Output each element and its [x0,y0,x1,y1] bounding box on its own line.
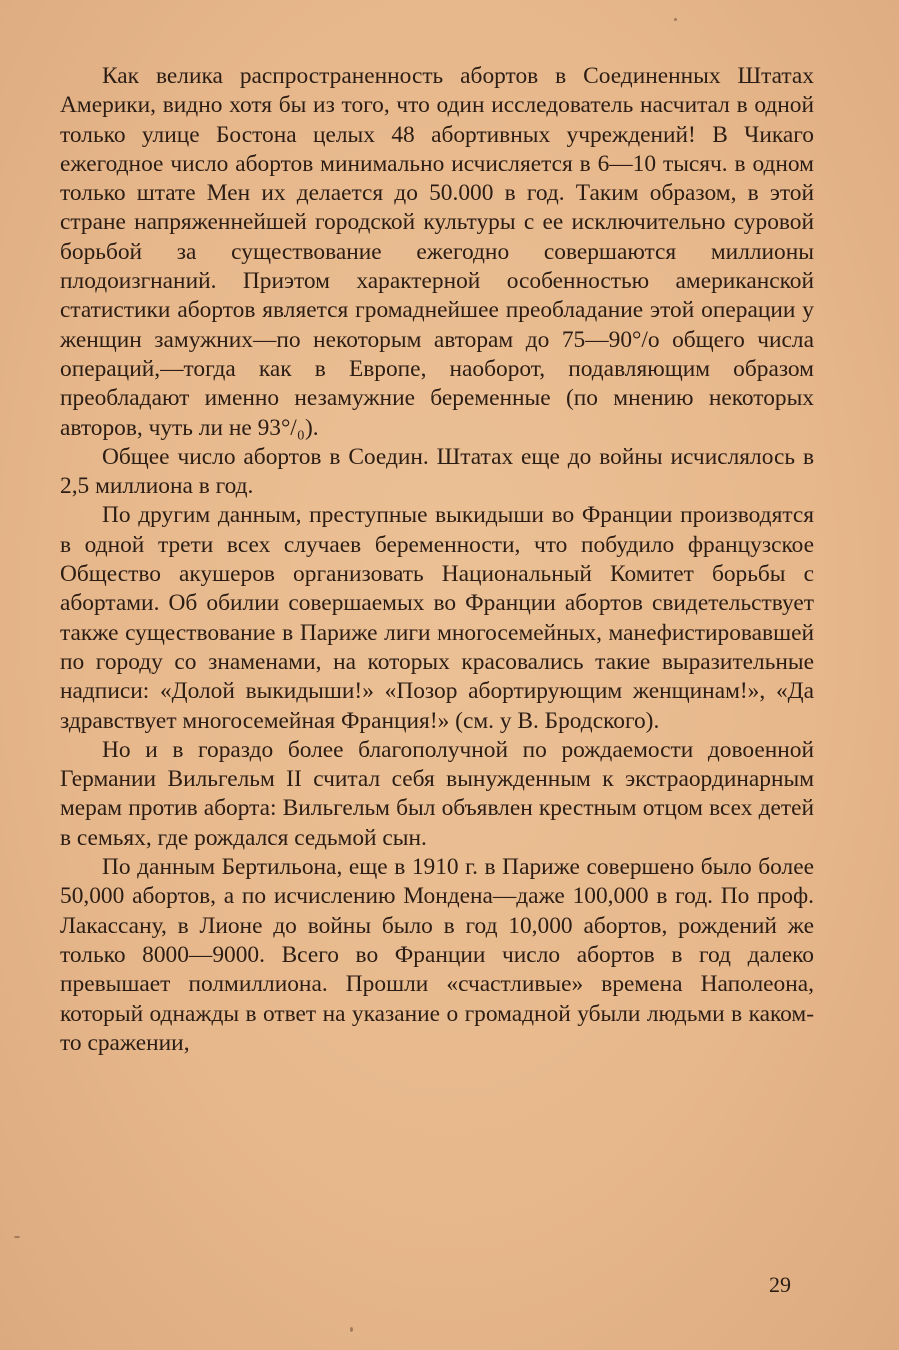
paragraph-1: Как велика распространенность абортов в Соединенных Штатах Америки, видно хотя бы из того, что один исследователь насчитал в одной только улице Бостона целых 48 абортивных учреждений! В Чикаго ежегодное число абортов минимально исчисляется в 6—10 тысяч. в одном только штате Мен их делается до 50.000 в год. Таким образом, в этой стране напряженнейшей городской культуры с ее исключительно суровой борьбой за существование ежегодно совершаются миллионы плодоизгнаний. Приэтом характерной особенностью американской статистики абортов является громаднейшее преобладание этой операции у женщин замужних—по некоторым авторам до 75—90°/о общего числа операций,—тогда как в Европе, наоборот, подавляющим образом преобладают именно незамужние беременные (по мнению некоторых авторов, чуть ли не 93°/₀). [60,63,814,441]
page-number: 29 [769,1272,791,1297]
paper-speck [350,1327,353,1332]
paper-speck [674,18,677,21]
paragraph-3: По другим данным, преступные выкидыши во Франции производятся в одной трети всех случаев беременности, что побудило французское Общество акушеров организовать Национальный Комитет борьбы с абортами. Об обилии совершаемых во Франции абортов свидетельствует также существование в Париже лиги многосемейных, манефистировавшей по городу со знаменами, на которых красовались такие выразительные надписи: «Долой выкидыши!» «Позор абортирующим женщинам!», «Да здравствует многосемейная Франция!» (см. у В. Бродского). [60,502,814,734]
page-text-block [60,62,814,1058]
paper-speck [14,1236,20,1238]
paragraph-5: По данным Бертильона, еще в 1910 г. в Париже совершено было более 50,000 абортов, а по исчислению Мондена—даже 100,000 в год. По проф. Лакассану, в Лионе до войны было в год 10,000 абортов, рождений же только 8000—9000. Всего во Франции число абортов в год далеко превышает полмиллиона. Прошли «счастливые» времена Наполеона, который однажды в ответ на указание о громадной убыли людьми в каком-то сражении, [60,854,814,1056]
paragraph-2: Общее число абортов в Соедин. Штатах еще до войны исчислялось в 2,5 миллиона в год. [60,443,814,500]
paragraph-4: Но и в гораздо более благополучной по рождаемости довоенной Германии Вильгельм II считал себя вынужденным к экстраординарным мерам против аборта: Вильгельм был объявлен крестным отцом всех детей в семьях, где рождался седьмой сын. [60,736,814,851]
